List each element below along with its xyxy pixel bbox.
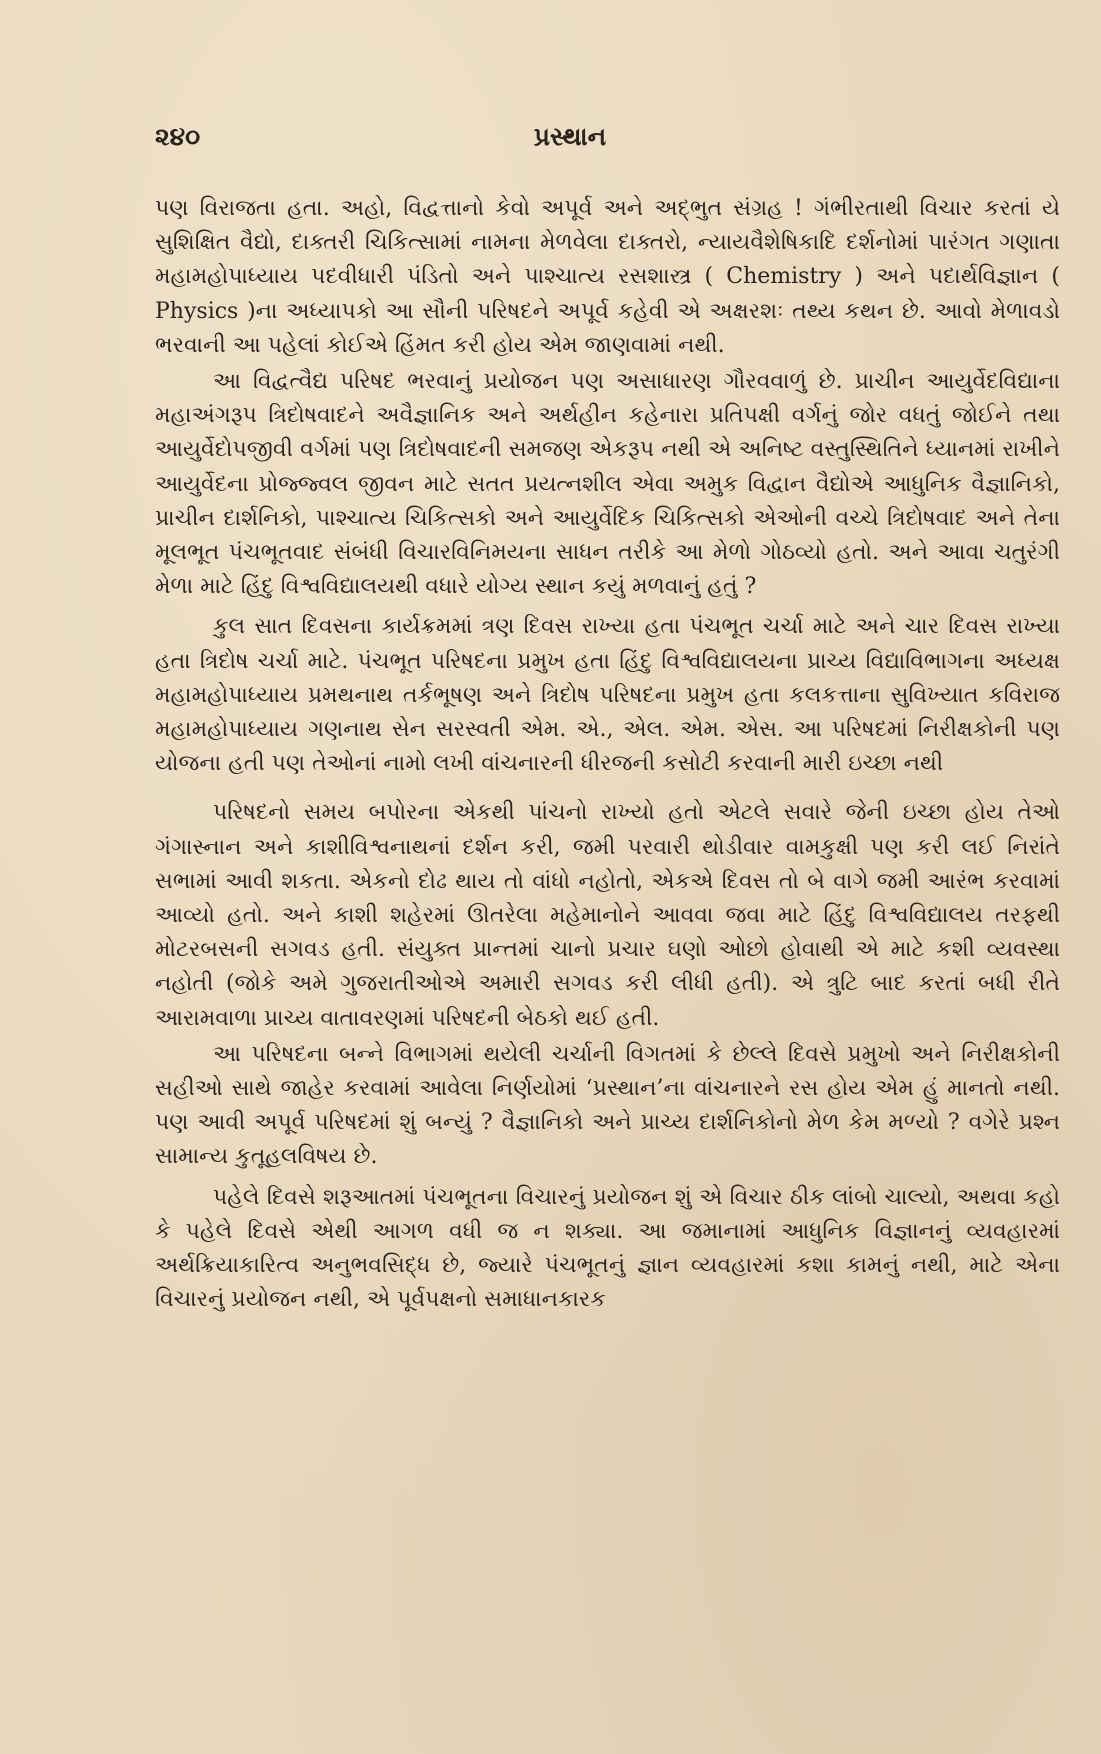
paragraph-6: પહેલે દિવસે શરૂઆતમાં પંચભૂતના વિચારનું પ્રયોજન શું એ વિચાર ઠીક લાંબો ચાલ્યો, અથવા કહો કે પહેલે દિવસે એથી આગળ વધી જ ન શક્યા. આ જમાનામાં આધુનિક વિજ્ઞાનનું વ્યવહારમાં અર્થક્રિયાકારિત્વ અનુભવસિદ્ધ છે, જ્યારે પંચભૂતનું જ્ઞાન વ્યવહારમાં કશા કામનું નથી, માટે એના વિચારનું પ્રયોજન નથી, એ પૂર્વપક્ષનો સમાધાનકારક <box>155 1184 1060 1313</box>
page-header <box>155 122 985 162</box>
paragraph-1: પણ વિરાજતા હતા. અહો, વિદ્વત્તાનો કેવો અપૂર્વ અને અદ્ભુત સંગ્રહ ! ગંભીરતાથી વિચાર કરતાં યે સુશિક્ષિત વૈદ્યો, દાક્તરી ચિકિત્સામાં નામના મેળવેલા દાક્તરો, ન્યાયવૈશેષિકાદિ દર્શનોમાં પારંગત ગણાતા મહામહોપાધ્યાય પદવીધારી પંડિતો અને પાશ્ચાત્ય રસશાસ્ત્ર ( Chemistry ) અને પદાર્થવિજ્ઞાન ( Physics )ના અધ્યાપકો આ સૌની પરિષદને અપૂર્વ કહેવી એ અક્ષરશઃ તથ્ય કથન છે. આવો મેળાવડો ભરવાની આ પહેલાં કોઈએ હિંમત કરી હોય એમ જાણવામાં નથી. <box>155 196 1060 358</box>
paragraph-2: આ વિદ્વત્વૈદ્ય પરિષદ ભરવાનું પ્રયોજન પણ અસાધારણ ગૌરવવાળું છે. પ્રાચીન આયુર્વેદવિદ્યાના મહાઅંગરૂપ ત્રિદોષવાદને અવૈજ્ઞાનિક અને અર્થહીન કહેનારા પ્રતિપક્ષી વર્ગનું જોર વધતું જોઈને તથા આયુર્વેદોપજીવી વર્ગમાં પણ ત્રિદોષવાદની સમજણ એકરૂપ નથી એ અનિષ્ટ વસ્તુસ્થિતિને ધ્યાનમાં રાખીને આયુર્વેદના પ્રોજ્જ્વલ જીવન માટે સતત પ્રયત્નશીલ એવા અમુક વિદ્વાન વૈદ્યોએ આધુનિક વૈજ્ઞાનિકો, પ્રાચીન દાર્શનિકો, પાશ્ચાત્ય ચિકિત્સકો અને આયુર્વેદિક ચિકિત્સકો એઓની વચ્ચે ત્રિદોષવાદ અને તેના મૂલભૂત પંચભૂતવાદ સંબંધી વિચારવિનિમયના સાધન તરીકે આ મેળો ગોઠવ્યો હતો. અને આવા ચતુરંગી મેળા માટે હિંદુ વિશ્વવિદ્યાલયથી વધારે યોગ્ય સ્થાન કયું મળવાનું હતું ? <box>155 369 1060 600</box>
page-number: ૨૪૦ <box>155 122 201 151</box>
body-text <box>155 192 1060 1318</box>
running-title: પ્રસ્થાન <box>533 122 607 151</box>
paragraph-5: આ પરિષદના બન્ને વિભાગમાં થયેલી ચર્ચાની વિગતમાં કે છેલ્લે દિવસે પ્રમુખો અને નિરીક્ષકોની સહીઓ સાથે જાહેર કરવામાં આવેલા નિર્ણયોમાં ‘પ્રસ્થાન’ના વાંચનારને રસ હોય એમ હું માનતો નથી. પણ આવી અપૂર્વ પરિષદમાં શું બન્યું ? વૈજ્ઞાનિકો અને પ્રાચ્ય દાર્શનિકોનો મેળ કેમ મળ્યો ? વગેરે પ્રશ્ન સામાન્ય કુતૂહલવિષય છે. <box>155 1041 1060 1170</box>
paragraph-4: પરિષદનો સમય બપોરના એકથી પાંચનો રાખ્યો હતો એટલે સવારે જેની ઇચ્છા હોય તેઓ ગંગાસ્નાન અને કાશીવિશ્વનાથનાં દર્શન કરી, જમી પરવારી થોડીવાર વામકુક્ષી પણ કરી લઈ નિરાંતે સભામાં આવી શકતા. એકનો દોઢ થાય તો વાંધો નહોતો, એકએ દિવસ તો બે વાગે જમી આરંભ કરવામાં આવ્યો હતો. અને કાશી શહેરમાં ઊતરેલા મહેમાનોને આવવા જવા માટે હિંદુ વિશ્વવિદ્યાલય તરફથી મોટરબસની સગવડ હતી. સંયુક્ત પ્રાન્તમાં ચાનો પ્રચાર ઘણો ઓછો હોવાથી એ માટે કશી વ્યવસ્થા નહોતી (જોકે અમે ગુજરાતીઓએ અમારી સગવડ કરી લીધી હતી). એ ત્રુટિ બાદ કરતાં બધી રીતે આરામવાળા પ્રાચ્ય વાતાવરણમાં પરિષદની બેઠકો થઈ હતી. <box>155 800 1060 1031</box>
paragraph-3: કુલ સાત દિવસના કાર્યક્રમમાં ત્રણ દિવસ રાખ્યા હતા પંચભૂત ચર્ચા માટે અને ચાર દિવસ રાખ્યા હતા ત્રિદોષ ચર્ચા માટે. પંચભૂત પરિષદના પ્રમુખ હતા હિંદુ વિશ્વવિદ્યાલયના પ્રાચ્ય વિદ્યાવિભાગના અધ્યક્ષ મહામહોપાધ્યાય પ્રમથનાથ તર્કભૂષણ અને ત્રિદોષ પરિષદના પ્રમુખ હતા કલકત્તાના સુવિખ્યાત કવિરાજ મહામહોપાધ્યાય ગણનાથ સેન સરસ્વતી એમ. એ., એલ. એમ. એસ. આ પરિષદમાં નિરીક્ષકોની પણ યોજના હતી પણ તેઓનાં નામો લખી વાંચનારની ધીરજની કસોટી કરવાની મારી ઇચ્છા નથી <box>155 614 1060 777</box>
